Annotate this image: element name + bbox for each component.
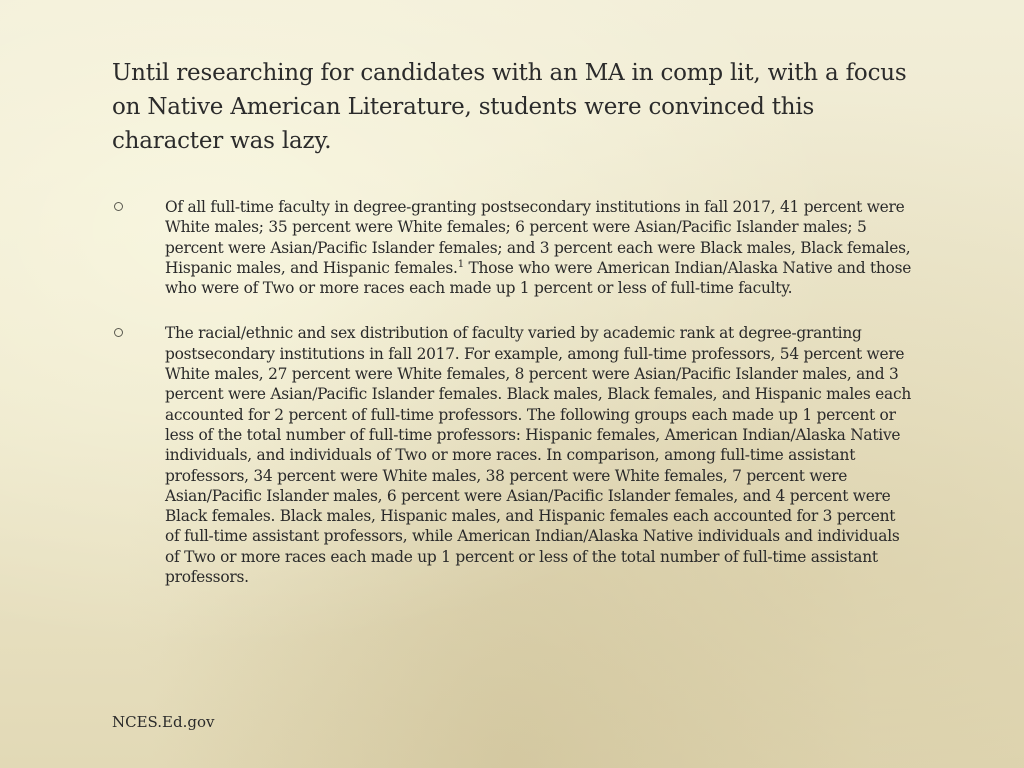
bullet-item-faculty-distribution (112, 197, 912, 298)
footer-source: NCES.Ed.gov (112, 713, 215, 731)
bullet-text-part: Of all full-time faculty in degree-granting postsecondary institutions in fall 2017, 41 percent were White males; 35 percent were White females; 6 percent were Asian/Pacific Islander males; 5 percent were Asian/Pacific Islander females; and 3 percent each were Black males, Black females, Hispanic males, and Hispanic females. (165, 198, 911, 277)
footnote-marker: 1 (457, 258, 464, 270)
hollow-circle-bullet-icon (114, 328, 123, 337)
bullet-item-academic-rank (112, 323, 912, 587)
bullet-text-part: Those who were American Indian/Alaska Native and those who were of Two or more races each made up 1 percent or less of full-time faculty. (165, 258, 912, 298)
hollow-circle-bullet-icon (114, 202, 123, 211)
bullet-text: The racial/ethnic and sex distribution of faculty varied by academic rank at degree-granting postsecondary institutions in fall 2017. For example, among full-time professors, 54 percent were White males, 27 percent were White females, 8 percent were Asian/Pacific Islander males, and 3 percent were Asian/Pacific Islander females. Black males, Black females, and Hispanic males each accounted for 2 percent of full-time professors. The following groups each made up 1 percent or less of the total number of full-time professors: Hispanic females, American Indian/Alaska Native individuals, and individuals of Two or more races. In comparison, among full-time assistant professors, 34 percent were White males, 38 percent were White females, 7 percent were Asian/Pacific Islander males, 6 percent were Asian/Pacific Islander females, and 4 percent were Black females. Black males, Hispanic males, and Hispanic females each accounted for 3 percent of full-time assistant professors, while American Indian/Alaska Native individuals and individuals of Two or more races each made up 1 percent or less of the total number of full-time assistant professors. (165, 324, 911, 587)
slide-title: Until researching for candidates with an MA in comp lit, with a focus on Native American Literature, students were convinced this character was lazy. (112, 60, 907, 154)
bullet-list (112, 197, 912, 587)
